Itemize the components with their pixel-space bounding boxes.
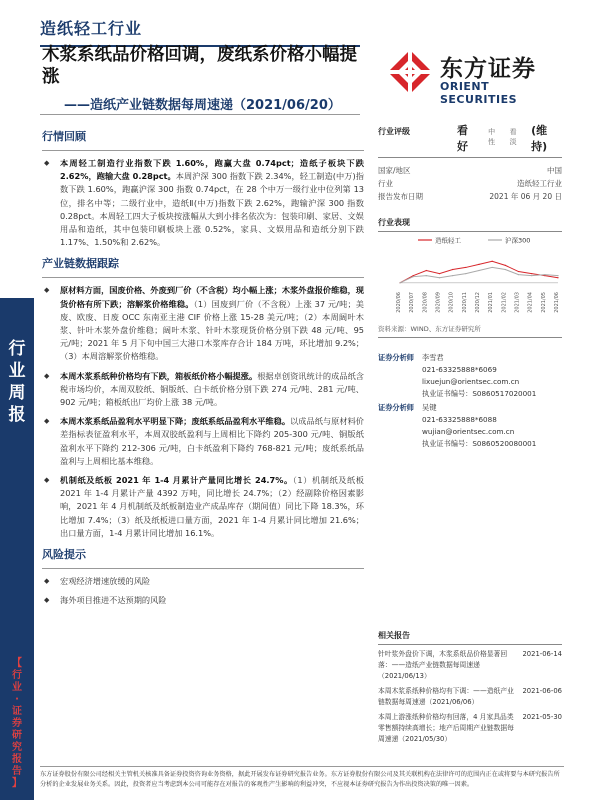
legend-label: 造纸轻工 bbox=[435, 236, 461, 245]
bullet-item bbox=[42, 370, 364, 410]
section-title-chain: 产业链数据跟踪 bbox=[42, 257, 119, 271]
related-item bbox=[378, 686, 562, 708]
info-value: 造纸轻工行业 bbox=[517, 179, 562, 188]
risk-list bbox=[42, 575, 364, 607]
industry-name: 造纸轻工行业 bbox=[40, 19, 143, 38]
logo-text-en: ORIENT SECURITIES bbox=[440, 80, 518, 106]
analyst-label-spacer bbox=[378, 426, 422, 438]
analyst-cert-row bbox=[378, 388, 562, 400]
related-item-date: 2021-05-30 bbox=[522, 713, 562, 721]
chart-title: 行业表现 bbox=[378, 217, 562, 232]
data-point bbox=[452, 269, 453, 270]
data-point bbox=[505, 269, 506, 270]
data-point bbox=[426, 275, 427, 276]
review-list bbox=[42, 157, 364, 249]
analyst-phone-row bbox=[378, 364, 562, 376]
related-list bbox=[378, 649, 562, 745]
bullet-text: 根据卓创资讯统计的成品纸含税市场均价，本周双胶纸、铜版纸、白卡纸价格分别下跌 274 元/吨、281 元/吨、902 元/吨；箱板纸出厂均价上涨 38 元/吨。 bbox=[60, 370, 364, 408]
analyst-label: 证券分析师 bbox=[378, 403, 414, 412]
analyst-block bbox=[378, 402, 562, 450]
x-tick-label: 2020/12 bbox=[475, 292, 481, 313]
info-row bbox=[378, 190, 562, 203]
industry-performance-chart bbox=[378, 232, 562, 318]
related-item-title: 本周木浆系纸种价格均有下调：——造纸产业链数据每周速递（2021/06/06） bbox=[378, 687, 514, 706]
subtitle-divider bbox=[40, 114, 360, 115]
series-line bbox=[400, 267, 558, 282]
data-point bbox=[439, 273, 440, 274]
section-divider bbox=[42, 277, 364, 278]
x-tick-label: 2021/04 bbox=[527, 292, 534, 313]
rating-option-negative: 看淡 bbox=[509, 128, 517, 146]
analyst-cert: 执业证书编号：S0860517020001 bbox=[422, 389, 537, 398]
analyst-label-spacer bbox=[378, 388, 422, 400]
bullet-text: 本周沪深 300 指数下跌 2.34%，轻工制造(中万)指数下跌 1.60%，跑赢沪深 300 指数 0.74pct，在 28 个中万一级行业中位列第 13 位，排名中等；二级行业中，造纸Ⅱ(中万)指数下跌 2.62%，跑输沪深 300 指数 0.28pct。本周轻工四大子板块按涨幅从大到小排名依次为：包装印刷、家居、文娱用品和造纸，其中包装印刷板块上涨 0.52%，家具、文娱用品和造纸分别下跌 1.17%、1.50%和 2.62%。 bbox=[60, 171, 364, 248]
info-key: 报告发布日期 bbox=[378, 192, 423, 201]
data-point bbox=[465, 267, 466, 268]
section-title-review: 行情回顾 bbox=[42, 130, 86, 143]
x-tick-label: 2020/09 bbox=[435, 292, 442, 313]
analyst-phone: 021-63325888*6069 bbox=[422, 365, 497, 374]
bullet-text: 宏观经济增速放缓的风险 bbox=[60, 576, 151, 587]
bullet-text: 海外项目推进不达预期的风险 bbox=[60, 595, 167, 606]
analyst-cert: 执业证书编号：S0860520080001 bbox=[422, 439, 537, 448]
x-tick-label: 2020/10 bbox=[448, 292, 455, 313]
sidebar bbox=[0, 298, 34, 800]
info-table bbox=[378, 164, 562, 203]
rating-row bbox=[378, 122, 562, 158]
chain-list bbox=[42, 284, 364, 540]
data-point bbox=[557, 277, 558, 278]
data-point bbox=[518, 274, 519, 275]
x-tick-label: 2021/02 bbox=[501, 292, 508, 313]
bullet-lead: 机制纸及纸板 2021 年 1-4 月累计产量同比增长 24.7%。 bbox=[60, 475, 293, 486]
company-logo bbox=[386, 44, 562, 104]
related-title: 相关报告 bbox=[378, 630, 562, 645]
analyst-label-spacer bbox=[378, 438, 422, 450]
bullet-item bbox=[42, 284, 364, 363]
data-point bbox=[439, 277, 440, 278]
data-point bbox=[557, 275, 558, 276]
analyst-list bbox=[378, 352, 562, 450]
data-point bbox=[478, 270, 479, 271]
data-point bbox=[426, 270, 427, 271]
bullet-lead: 本周木浆系纸种价格均有下跌，箱板纸价格小幅提涨。 bbox=[60, 370, 258, 381]
chart-source: 资料来源：WIND、东方证券研究所 bbox=[378, 324, 562, 338]
analyst-phone-row bbox=[378, 414, 562, 426]
bullet-text: （1）机制纸及纸板 2021 年 1-4 月累计产量 4392 万吨，同比增长 24.7%；（2）经副除价格因素影响，2021 年 4 月机制纸及纸板制造业产成品库存（期间值）同比下降 18.3%，环比增加 7.4%；（3）纸及纸板进口量方面，2021 年 1-4 月累计同比增加 21.6%；出口量方面，1-4 月累计同比增加 16.1%。 bbox=[60, 475, 364, 538]
legend-label: 沪深300 bbox=[505, 236, 531, 245]
data-point bbox=[478, 264, 479, 265]
data-point bbox=[465, 273, 466, 274]
analyst-cert-row bbox=[378, 438, 562, 450]
bullet-item bbox=[42, 415, 364, 468]
analyst-label-spacer bbox=[378, 364, 422, 376]
data-point bbox=[544, 275, 545, 276]
analyst-phone: 021-63325888*6088 bbox=[422, 415, 497, 424]
report-subtitle: ——造纸产业链数据每周速递（2021/06/20） bbox=[64, 98, 341, 113]
rating-value: 看好 bbox=[456, 124, 468, 153]
related-item-date: 2021-06-06 bbox=[522, 687, 562, 695]
x-tick-label: 2021/05 bbox=[540, 292, 547, 313]
bullet-lead: 本周木浆系纸品盈利水平明显下降；废纸系纸品盈利水平维稳。 bbox=[60, 416, 291, 427]
x-tick-label: 2020/11 bbox=[461, 292, 468, 313]
data-point bbox=[492, 261, 493, 262]
info-value: 2021 年 06 月 20 日 bbox=[489, 192, 562, 201]
info-column bbox=[378, 122, 562, 452]
info-value: 中国 bbox=[547, 166, 562, 175]
analyst-label-spacer bbox=[378, 414, 422, 426]
rating-option-neutral: 中性 bbox=[488, 128, 496, 146]
x-tick-label: 2020/08 bbox=[422, 292, 429, 313]
data-point bbox=[544, 274, 545, 275]
analyst-email-row bbox=[378, 426, 562, 438]
orient-logo-icon bbox=[386, 48, 434, 96]
sidebar-report-type: 行 业 周 报 bbox=[8, 339, 26, 425]
data-point bbox=[531, 275, 532, 276]
x-tick-label: 2020/06 bbox=[396, 292, 402, 313]
related-item-date: 2021-06-14 bbox=[522, 650, 562, 658]
bullet-text: （1）国废到厂价（不含税）上涨 37 元/吨；美废、欧废、日废 OCC 东南亚主港 CIF 价格上涨 15-28 美元/吨；（2）本周阔叶木浆、针叶木浆外盘价维稳；阔叶木浆、针叶木浆现货价格分别下跌 48 元/吨、95 元/吨；2021 年 5 月下旬中国三大港口木浆库存合计 184 万吨，环比增加 9.2%；（3）本周溶解浆价格维稳。 bbox=[60, 298, 364, 362]
x-tick-label: 2021/06 bbox=[554, 292, 560, 313]
data-point bbox=[492, 267, 493, 268]
analyst-name-row bbox=[378, 352, 562, 364]
report-title: 木浆系纸品价格回调，废纸系价格小幅提涨 bbox=[42, 45, 357, 87]
data-point bbox=[452, 275, 453, 276]
info-key: 行业 bbox=[378, 179, 393, 188]
analyst-name: 李雪君 bbox=[422, 353, 444, 362]
info-row bbox=[378, 164, 562, 177]
analyst-block bbox=[378, 352, 562, 400]
bullet-lead: 原材料方面，国废价格、外废到厂价（不含税）均小幅上涨；木浆外盘报价维稳，现货价格有所下跌；溶解浆价格维稳。 bbox=[60, 285, 364, 309]
related-reports bbox=[378, 630, 562, 749]
data-point bbox=[413, 276, 414, 277]
bullet-lead: 本周轻工制造行业指数下跌 1.60%，跑赢大盘 0.74pct；造纸子板块下跌 2.62%，跑输大盘 0.28pct。 bbox=[60, 158, 364, 182]
related-item-title: 针叶浆外盘价下调，木浆系纸品价格显著回落：——造纸产业链数据每周速递（2021/06/13） bbox=[378, 650, 508, 680]
bullet-text: 以成品纸与原材料价差指标表征盈利水平，本周双胶纸盈利与上周相比下降约 205-300 元/吨、铜版纸盈利水平下降约 212-306 元/吨，白卡纸盈利下降约 768-821 元/吨；废纸系纸品盈利与上周相比基本维稳。 bbox=[60, 416, 364, 466]
related-item bbox=[378, 712, 562, 745]
data-point bbox=[505, 265, 506, 266]
bullet-item bbox=[42, 474, 364, 540]
data-point bbox=[531, 273, 532, 274]
related-item bbox=[378, 649, 562, 682]
section-title-risk: 风险提示 bbox=[42, 548, 86, 562]
bullet-item bbox=[42, 575, 364, 588]
analyst-label: 证券分析师 bbox=[378, 353, 414, 362]
data-point bbox=[399, 282, 400, 283]
rating-label: 行业评级 bbox=[378, 127, 410, 136]
related-item-title: 本周上游涨纸种价格均有回落，4 月家具品类零售额持续高增长；地产后周期产业链数据每周速递（2021/05/30） bbox=[378, 713, 514, 743]
x-tick-label: 2020/07 bbox=[409, 292, 416, 313]
info-row bbox=[378, 177, 562, 190]
info-key: 国家/地区 bbox=[378, 166, 411, 175]
analyst-name: 吴键 bbox=[422, 403, 437, 412]
x-tick-label: 2021/01 bbox=[488, 292, 495, 313]
header-bar bbox=[40, 16, 360, 47]
analyst-name-row bbox=[378, 402, 562, 414]
analyst-email: wujian@orientsec.com.cn bbox=[422, 427, 515, 436]
analyst-email-row bbox=[378, 376, 562, 388]
data-point bbox=[518, 271, 519, 272]
disclaimer-footer: 东方证券股份有限公司经相关主管机关核准具备证券投资咨询业务资格，据此开展发布证券研究报告业务。东方证券股份有限公司及其关联机构在法律许可的范围内正在或将要与本研究报告所分析的企业发展业务关系。因此，投资者应当考虑到本公司可能存在对报告的客观性产生影响的利益冲突，不应视本证券研究报告为作出投资决策的唯一因素。 bbox=[40, 766, 564, 789]
bullet-item bbox=[42, 157, 364, 249]
rating-keep: (维持) bbox=[531, 124, 548, 153]
x-tick-label: 2021/03 bbox=[514, 292, 521, 313]
section-divider bbox=[42, 150, 364, 151]
analyst-email: lixuejun@orientsec.com.cn bbox=[422, 377, 520, 386]
sidebar-report-category: 【 行 业 · 证 券 研 究 报 告 】 bbox=[12, 658, 22, 789]
analyst-label-spacer bbox=[378, 376, 422, 388]
data-point bbox=[413, 275, 414, 276]
logo-text-cn: 东方证券 bbox=[440, 56, 536, 82]
bullet-item bbox=[42, 594, 364, 607]
main-content bbox=[42, 128, 364, 613]
section-divider bbox=[42, 568, 364, 569]
